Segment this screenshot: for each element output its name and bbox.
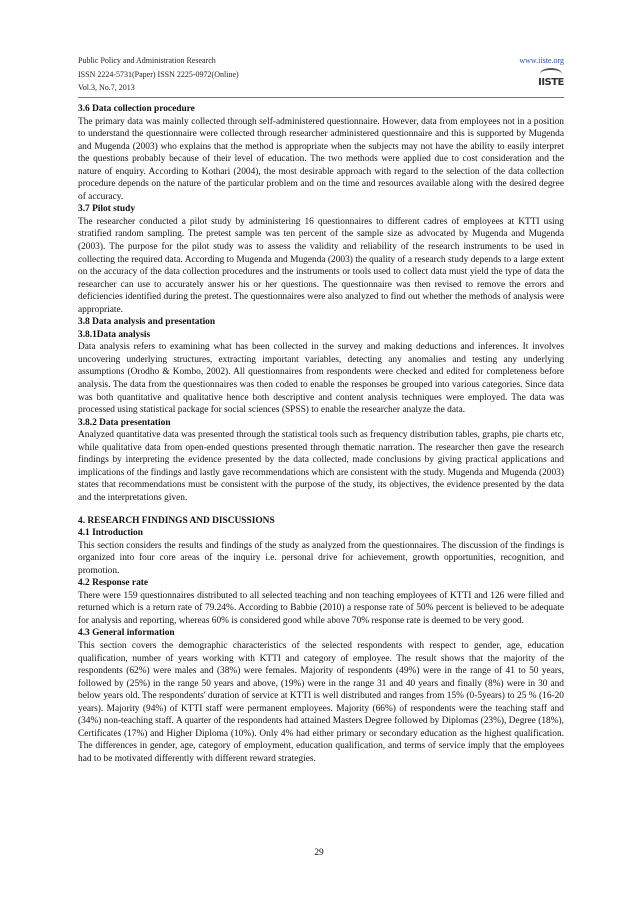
section-heading-3-7: 3.7 Pilot study (78, 204, 136, 215)
header-divider (78, 97, 564, 98)
issn-line: ISSN 2224-5731(Paper) ISSN 2225-0972(Online) (78, 69, 239, 79)
logo-text: IISTE (538, 77, 564, 88)
journal-url-link[interactable]: www.iiste.org (519, 56, 564, 65)
section-heading-4-3: 4.3 General information (78, 628, 175, 639)
section-heading-3-6: 3.6 Data collection procedure (78, 104, 195, 114)
section-text-4-1: This section considers the results and findings of the study as analyzed from the questionnaires. The discussion of the findings is organized into four core areas of the inquiry i.e. personal drive for achievement, growth opportunities, recognition, and promotion. (78, 540, 564, 576)
page-number: 29 (314, 848, 324, 858)
section-heading-3-8-2: 3.8.2 Data presentation (78, 417, 171, 428)
section-text-4-3: This section covers the demographic characteristics of the selected respondents with respect to gender, age, education qualification, number of years working with KTTI and category of employee. The result shows that the majority of the respondents (62%) were males and (38%) were females. Majority of respondents (49%) were in the range of 41 to 50 years, followed by (25%) in the range 50 years and above, (19%) were in the range 31 and 40 years and finally (8%) were in 30 and below years old. The respondents' duration of service at KTTI is well distributed and ranges from 15% (0-5years) to 25 % (16-20 years). Majority (94%) of KTTI staff were permanent employees. Majority (66%) of respondents were the teaching staff and (34%) non-teaching staff. A quarter of the respondents had attained Masters Degree followed by Diplomas (23%), Degree (18%), Certificates (17%) and Higher Diploma (10%). Only 4% had either primary or secondary education as the highest qualification. The differences in gender, age, category of employment, education qualification, and terms of service imply that the employees had to be motivated differently with different reward strategies. (78, 640, 564, 764)
section-text-3-8-2: Analyzed quantitative data was presented through the statistical tools such as frequency distribution tables, graphs, pie charts etc, while qualitative data from open-ended questions presented through thematic narration. The researcher then gave the research findings by interpreting the evidence presented by the data collected, made conclusions by giving practical applications and implications of the findings and lastly gave recommendations which are consistent with the study. Mugenda and Mugenda (2003) states that recommendations must be consistent with the purpose of the study, its objectives, the evidence presented by the data and the interpretations given. (78, 430, 564, 503)
iiste-logo (538, 68, 564, 94)
section-text-4-2: There were 159 questionnaires distributed to all selected teaching and non teaching employees of KTTI and 126 were filled and returned which is a return rate of 79.24%. According to Babbie (2010) a response rate of 50% percent is believed to be adequate for analysis and reporting, whereas 60% is considered good while above 70% response rate is deemed to be very good. (78, 590, 564, 626)
section-heading-4-1: 4.1 Introduction (78, 528, 143, 539)
article-body (78, 103, 564, 765)
section-heading-4-2: 4.2 Response rate (78, 578, 149, 589)
section-text-3-6: The primary data was mainly collected through self-administered questionnaire. However, data from employees not in a position to understand the questionnaire were collected through researcher administered questionnaire and this is supported by Mugenda and Mugenda (2003) who explains that the method is appropriate when the subjects may not have the ability to easily interpret the questions probably because of their level of education. The two methods were applied due to cost consideration and the nature of enquiry. According to Kothari (2004), the most desirable approach with regard to the selection of the data collection procedure depends on the nature of the particular problem and on the time and resources available along with the desired degree of accuracy. (78, 116, 564, 202)
section-heading-3-8: 3.8 Data analysis and presentation (78, 317, 216, 328)
chapter-heading-4: 4. RESEARCH FINDINGS AND DISCUSSIONS (78, 515, 275, 526)
volume-line: Vol.3, No.7, 2013 (78, 83, 135, 92)
journal-title: Public Policy and Administration Research (78, 56, 216, 65)
section-text-3-7: The researcher conducted a pilot study by administering 16 questionnaires to different cadres of employees at KTTI using stratified random sampling. The pretest sample was ten percent of the sample size as advocated by Mugenda and Mugenda (2003). The purpose for the pilot study was to assess the validity and reliability of the research instruments to be used in collecting the required data. According to Mugenda and Mugenda (2003) the quality of a research study depends to a large extent on the accuracy of the data collection procedures and the instruments or tools used to collect data must yield the type of data the researcher can use to accurately answer his or her questions. The questionnaire was then revised to remove the errors and deficiencies identified during the pretest. The questionnaires were also analyzed to find out whether the methods of analysis were appropriate. (78, 216, 564, 315)
running-header (78, 54, 564, 95)
section-text-3-8-1: Data analysis refers to examining what has been collected in the survey and making deductions and inferences. It involves uncovering underlying structures, extracting important variables, detecting any anomalies and testing any underlying assumptions (Orodho & Kombo, 2002). All questionnaires from respondents were checked and edited for completeness before analysis. The data from the questionnaires was then coded to enable the responses be grouped into various categories. Since data was both quantitative and qualitative hence both descriptive and content analysis techniques were employed. The data was processed using statistical package for social sciences (SPSS) to enable the researcher analyze the data. (78, 342, 564, 416)
section-heading-3-8-1: 3.8.1Data analysis (78, 329, 151, 340)
